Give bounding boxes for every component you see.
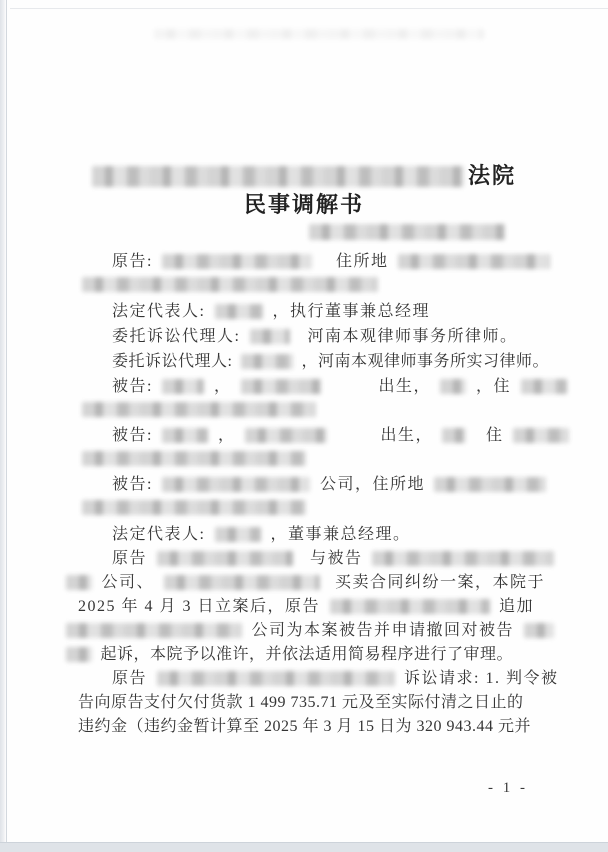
summary-filing-add: 追加 xyxy=(499,598,535,615)
litigation-agent-line-1 xyxy=(112,326,517,347)
agent1-desc: 河南本观律师事务所律师。 xyxy=(307,328,518,345)
claims-plaintiff: 原告 xyxy=(112,670,148,687)
redacted-defendant2-address-line2 xyxy=(82,451,306,466)
redacted-plaintiff-address-line2 xyxy=(82,277,378,292)
redacted-defendant3-name xyxy=(162,477,310,492)
redacted-defendant3-rep-name xyxy=(215,527,261,542)
agent1-label: 委托诉讼代理人: xyxy=(112,328,241,345)
claims-intro: 诉讼请求: 1. 判令被 xyxy=(404,670,559,687)
defendant1-comma: ， xyxy=(213,378,232,395)
redacted-defendant3-address-line2 xyxy=(82,500,306,515)
redacted-withdrawn-defendant xyxy=(524,623,554,638)
case-summary-line-5 xyxy=(62,644,513,665)
defendant2-line xyxy=(112,425,573,446)
redacted-defendant2-ethnicity xyxy=(442,428,466,443)
case-summary-line-1 xyxy=(112,548,558,569)
redacted-summary-plaintiff-name xyxy=(157,551,293,566)
case-summary-line-2 xyxy=(62,572,545,593)
plaintiff-legal-rep-line xyxy=(112,301,430,322)
defendant3-line xyxy=(112,474,550,495)
redacted-defendant1-birthdate xyxy=(241,379,321,394)
redacted-defendant1-name xyxy=(162,379,204,394)
claims-line-3 xyxy=(78,716,531,737)
defendant3-rep-title: ，董事兼总经理。 xyxy=(270,526,411,543)
defendant3-rep-label: 法定代表人: xyxy=(112,526,206,543)
plaintiff-line xyxy=(112,251,554,272)
redacted-court-name xyxy=(92,166,464,187)
page-number xyxy=(488,778,528,799)
legal-rep-title: ，执行董事兼总经理 xyxy=(272,303,430,320)
plaintiff-domicile-label: 住所地 xyxy=(335,253,389,270)
page-number-text: - 1 - xyxy=(488,780,528,796)
summary-add-defendant: 公司为本案被告并申请撤回对被告 xyxy=(251,622,515,639)
defendant1-resides: ，住 xyxy=(475,378,511,395)
summary-vs-defendant: 与被告 xyxy=(310,550,363,567)
defendant2-resides: 住 xyxy=(485,427,504,444)
document-title-text: 民事调解书 xyxy=(243,192,364,217)
defendant2-label: 被告: xyxy=(112,427,153,444)
agent2-desc: ，河南本观律师事务所实习律师。 xyxy=(301,353,549,370)
redacted-defendant1-ethnicity xyxy=(440,379,466,394)
redacted-defendant2-name xyxy=(162,428,208,443)
litigation-agent-line-2 xyxy=(112,351,549,372)
faint-smudge xyxy=(154,29,484,39)
redacted-defendant2-address xyxy=(513,428,569,443)
agent2-label: 委托诉讼代理人: xyxy=(112,353,233,370)
claims-penalty-text: 违约金（违约金暂计算至 2025 年 3 月 15 日为 320 943.44 元并 xyxy=(78,718,532,735)
claims-line-1 xyxy=(112,668,558,689)
redacted-agent2-name xyxy=(241,354,293,369)
claims-line-2 xyxy=(78,692,524,713)
summary-withdraw: 起诉，本院予以准许，并依法适用简易程序进行了审理。 xyxy=(100,646,514,663)
defendant2-born: 出生， xyxy=(380,427,433,444)
scan-bottom-edge xyxy=(0,842,608,852)
redacted-defendant2-birthdate xyxy=(245,428,327,443)
redacted-plaintiff-name xyxy=(162,254,312,269)
defendant2-comma: ， xyxy=(217,427,236,444)
redacted-company-prefix xyxy=(66,575,92,590)
redacted-defendant3-address xyxy=(434,477,546,492)
case-summary-line-4 xyxy=(62,620,558,641)
redacted-added-company xyxy=(66,623,242,638)
summary-company: 公司、 xyxy=(101,574,155,591)
case-summary-line-3 xyxy=(78,596,534,617)
redacted-claims-plaintiff-name xyxy=(157,671,395,686)
redacted-summary-defendant-names xyxy=(372,551,554,566)
defendant1-born: 出生， xyxy=(378,378,431,395)
redacted-filing-plaintiff xyxy=(330,599,490,614)
defendant1-line xyxy=(112,376,571,397)
defendant1-label: 被告: xyxy=(112,378,153,395)
redacted-case-number xyxy=(309,224,505,240)
document-title xyxy=(0,194,608,215)
court-name-line xyxy=(88,165,516,188)
redacted-defendant1-address-line2 xyxy=(82,402,316,417)
plaintiff-label: 原告: xyxy=(112,253,153,270)
page-left-edge xyxy=(0,0,7,852)
redacted-plaintiff-address xyxy=(398,254,550,269)
redacted-defendant1-address xyxy=(521,379,567,394)
defendant3-company-label: 公司，住所地 xyxy=(319,476,425,493)
redacted-rep-name xyxy=(215,304,263,319)
legal-rep-label: 法定代表人: xyxy=(112,303,206,320)
scan-top-edge xyxy=(10,8,608,9)
summary-filing-date: 2025 年 4 月 3 日立案后，原告 xyxy=(78,598,321,615)
redacted-withdraw-prefix xyxy=(66,647,92,662)
defendant3-legal-rep-line xyxy=(112,524,410,545)
summary-plaintiff: 原告 xyxy=(112,550,148,567)
redacted-second-company xyxy=(164,575,320,590)
claims-amount-text: 告向原告支付欠付货款 1 499 735.71 元及至实际付清之日止的 xyxy=(78,694,524,711)
summary-dispute: 买卖合同纠纷一案，本院于 xyxy=(335,574,546,591)
court-name-suffix: 法院 xyxy=(468,163,517,188)
redacted-agent1-name xyxy=(250,329,290,344)
defendant3-label: 被告: xyxy=(112,476,153,493)
